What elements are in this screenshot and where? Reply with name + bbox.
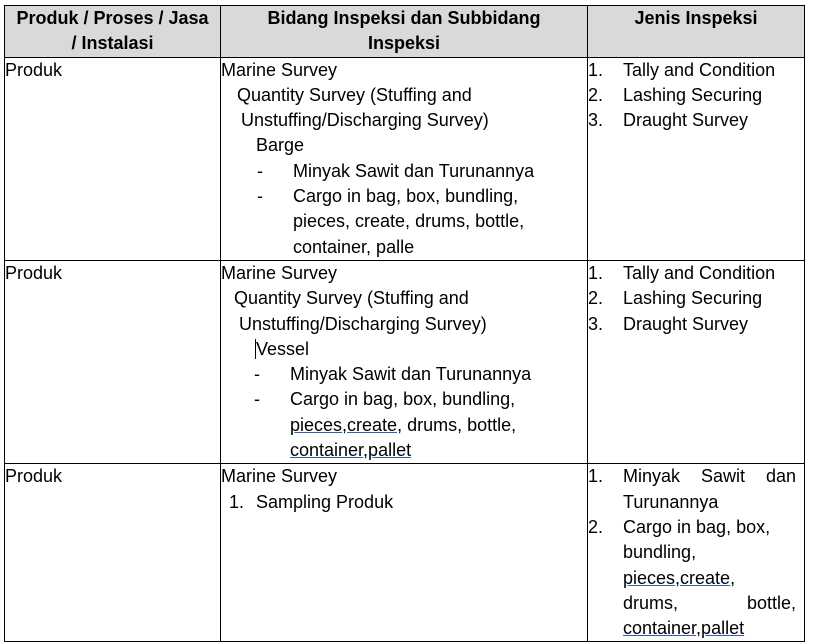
field-line: Unstuffing/Discharging Survey) [239, 313, 487, 334]
product-cell: Produk [5, 260, 221, 463]
type-item: 2. Lashing Securing [588, 84, 763, 105]
spellcheck-underline: container,pallet [623, 618, 745, 639]
field-line: Quantity Survey (Stuffing and [237, 84, 472, 105]
type-item: 1. Tally and Condition [588, 262, 776, 283]
field-line: Marine Survey [221, 466, 338, 487]
type-item: 2. Cargo in bag, box, [588, 516, 771, 537]
inspection-table [4, 5, 805, 642]
field-cell [221, 57, 588, 260]
dash-item: - Cargo in bag, box, bundling, [254, 389, 516, 410]
dash-item: - Minyak Sawit dan Turunannya [254, 364, 532, 385]
table-header-row [5, 6, 805, 58]
field-line: pieces, create, drums, bottle, [293, 211, 525, 232]
header-product: Produk / Proses / Jasa / Instalasi [5, 6, 221, 58]
field-line: Unstuffing/Discharging Survey) [241, 110, 489, 131]
spellcheck-underline: container,pallet [290, 440, 412, 461]
spellcheck-underline: pieces,create [290, 414, 398, 435]
field-line: Marine Survey [221, 59, 338, 80]
field-line: Barge [256, 135, 305, 156]
type-item-cont: Turunannya [623, 491, 719, 512]
type-item: 1. Minyak Sawit dan [588, 466, 796, 487]
type-cell [588, 57, 805, 260]
type-item-cont: pieces,create, [623, 567, 736, 588]
product-cell: Produk [5, 57, 221, 260]
type-item: 3. Draught Survey [588, 313, 749, 334]
spellcheck-underline: pieces,create [623, 567, 731, 588]
type-item: 1. Tally and Condition [588, 59, 776, 80]
field-line [221, 438, 587, 463]
table-row [5, 57, 805, 260]
numbered-item: 1. Sampling Produk [229, 491, 394, 512]
table-row [5, 260, 805, 463]
type-item-cont [588, 616, 804, 641]
field-cell [221, 464, 588, 642]
type-item: 3. Draught Survey [588, 110, 749, 131]
type-item: 2. Lashing Securing [588, 288, 763, 309]
dash-item: - Minyak Sawit dan Turunannya [257, 160, 535, 181]
field-line: container, palle [293, 236, 415, 257]
type-item-cont: drums, bottle, [623, 592, 796, 613]
type-cell [588, 464, 805, 642]
field-line: pieces,create, drums, bottle, [290, 414, 517, 435]
field-line: Vessel [256, 338, 310, 359]
field-line: Quantity Survey (Stuffing and [234, 288, 469, 309]
header-field: Bidang Inspeksi dan Subbidang Inspeksi [221, 6, 588, 58]
dash-item: - Cargo in bag, box, bundling, [257, 186, 519, 207]
field-line: Marine Survey [221, 262, 338, 283]
type-cell [588, 260, 805, 463]
field-cell [221, 260, 588, 463]
table-row [5, 464, 805, 642]
type-item-cont: bundling, [623, 542, 697, 563]
header-type: Jenis Inspeksi [588, 6, 805, 58]
product-cell: Produk [5, 464, 221, 642]
